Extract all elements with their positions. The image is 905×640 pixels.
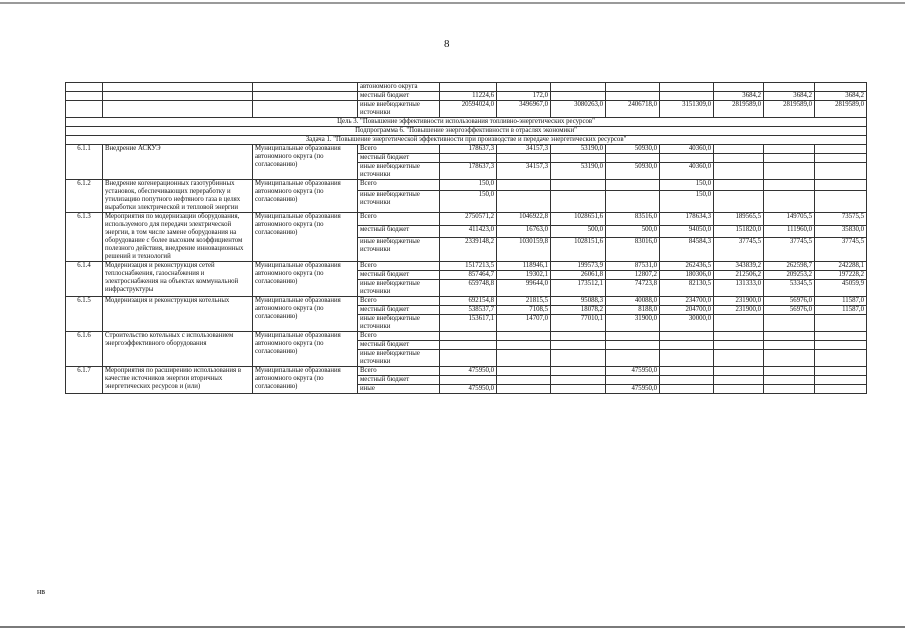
value-cell [606,154,660,163]
value-cell [815,163,867,180]
value-cell [764,180,815,191]
item-number-cell: 6.1.2 [66,180,103,213]
source-cell: иные [358,385,440,394]
value-cell [440,154,497,163]
value-cell: 173512,1 [551,280,606,297]
value-cell: 262436,5 [660,262,714,271]
value-cell: 209253,2 [764,271,815,280]
value-cell: 56976,0 [764,306,815,315]
item-name-cell: Внедрение АСКУЭ [103,145,253,180]
table-row [66,213,867,226]
value-cell: 3151309,0 [660,101,714,118]
table-row [66,145,867,154]
value-cell [764,163,815,180]
value-cell: 3684,2 [764,92,815,101]
value-cell [764,350,815,367]
table-row [66,332,867,341]
section-header-row [66,136,867,145]
value-cell: 3684,2 [714,92,764,101]
value-cell [551,385,606,394]
item-name-cell [103,83,253,92]
item-number-cell [66,101,103,118]
value-cell [497,341,551,350]
value-cell [497,385,551,394]
value-cell: 3684,2 [815,92,867,101]
value-cell: 1046922,8 [497,213,551,226]
value-cell [606,376,660,385]
value-cell [714,332,764,341]
margin-note: нв [37,587,46,596]
value-cell: 1028151,6 [551,238,606,262]
value-cell: 14707,0 [497,315,551,332]
value-cell: 53190,0 [551,163,606,180]
value-cell [440,83,497,92]
source-cell: иные внебюджетные источники [358,101,440,118]
source-cell: местный бюджет [358,154,440,163]
value-cell: 83516,0 [606,213,660,226]
source-cell: иные внебюджетные источники [358,280,440,297]
value-cell: 180306,0 [660,271,714,280]
source-cell: местный бюджет [358,92,440,101]
source-cell: иные внебюджетные источники [358,315,440,332]
value-cell: 234700,0 [660,297,714,306]
value-cell: 18078,2 [551,306,606,315]
value-cell: 178634,3 [660,213,714,226]
value-cell: 53190,0 [551,145,606,154]
executor-cell: Муниципальные образования автономного округа (по согласованию) [253,145,358,180]
value-cell [660,332,714,341]
value-cell: 659748,8 [440,280,497,297]
executor-cell [253,92,358,101]
value-cell [660,385,714,394]
item-name-cell [103,92,253,101]
value-cell [714,341,764,350]
value-cell [606,180,660,191]
value-cell [551,154,606,163]
value-cell [764,154,815,163]
value-cell: 343839,2 [714,262,764,271]
value-cell: 131333,0 [714,280,764,297]
value-cell [497,376,551,385]
source-cell: местный бюджет [358,225,440,238]
source-cell: Всего [358,332,440,341]
value-cell: 231900,0 [714,306,764,315]
value-cell [764,83,815,92]
value-cell: 151820,0 [714,225,764,238]
value-cell: 16763,0 [497,225,551,238]
value-cell [714,83,764,92]
value-cell [764,191,815,213]
value-cell [714,180,764,191]
value-cell [764,376,815,385]
value-cell [660,350,714,367]
value-cell [660,154,714,163]
source-cell: Всего [358,145,440,154]
value-cell: 150,0 [440,191,497,213]
value-cell [497,350,551,367]
value-cell: 231900,0 [714,297,764,306]
value-cell [606,350,660,367]
item-number-cell: 6.1.1 [66,145,103,180]
goal-header: Цель 3. "Повышение эффективности использования топливно-энергетических ресурсов" [66,118,867,127]
value-cell [551,367,606,376]
source-cell: местный бюджет [358,271,440,280]
value-cell [551,376,606,385]
value-cell [551,350,606,367]
value-cell [660,367,714,376]
value-cell [551,191,606,213]
source-cell: иные внебюджетные источники [358,350,440,367]
value-cell: 77010,1 [551,315,606,332]
value-cell: 82130,5 [660,280,714,297]
value-cell: 2750571,2 [440,213,497,226]
value-cell [815,191,867,213]
value-cell: 199573,9 [551,262,606,271]
source-cell: Всего [358,213,440,226]
value-cell: 538537,7 [440,306,497,315]
value-cell: 475950,0 [440,385,497,394]
value-cell [714,154,764,163]
value-cell: 40360,0 [660,163,714,180]
value-cell [606,332,660,341]
value-cell [551,341,606,350]
value-cell: 95088,3 [551,297,606,306]
value-cell: 242288,1 [815,262,867,271]
value-cell [815,376,867,385]
value-cell [714,145,764,154]
value-cell: 150,0 [440,180,497,191]
source-cell: местный бюджет [358,376,440,385]
value-cell: 74723,8 [606,280,660,297]
value-cell [815,385,867,394]
value-cell: 45059,9 [815,280,867,297]
value-cell: 37745,5 [815,238,867,262]
value-cell: 8188,0 [606,306,660,315]
value-cell: 1030159,8 [497,238,551,262]
value-cell [440,332,497,341]
item-name-cell: Мероприятия по модернизации оборудования, используемого для передачи электрической энергии, в том числе замене оборудования на оборудование с более высоким коэффициентом полезного действия, внедрение инновационных решений и технологий [103,213,253,262]
value-cell [606,92,660,101]
value-cell [497,191,551,213]
item-number-cell: 6.1.6 [66,332,103,367]
value-cell: 83016,0 [606,238,660,262]
value-cell: 56976,0 [764,297,815,306]
value-cell: 857464,7 [440,271,497,280]
item-name-cell: Модернизация и реконструкция сетей теплоснабжения, газоснабжения и электроснабжения на объектах коммунальной инфраструктуры [103,262,253,297]
executor-cell: Муниципальные образования автономного округа (по согласованию) [253,367,358,394]
item-name-cell: Мероприятия по расширению использования в качестве источников энергии вторичных энергетических ресурсов и (или) [103,367,253,394]
executor-cell: Муниципальные образования автономного округа (по согласованию) [253,262,358,297]
table-row [66,262,867,271]
value-cell [551,92,606,101]
executor-cell: Муниципальные образования автономного округа (по согласованию) [253,332,358,367]
executor-cell [253,101,358,118]
value-cell [660,341,714,350]
table-body [66,83,867,394]
value-cell: 94050,0 [660,225,714,238]
value-cell: 11587,0 [815,297,867,306]
value-cell [714,191,764,213]
value-cell: 99644,0 [497,280,551,297]
value-cell [815,154,867,163]
value-cell [714,376,764,385]
value-cell: 73575,5 [815,213,867,226]
value-cell: 111960,0 [764,225,815,238]
value-cell: 411423,0 [440,225,497,238]
item-name-cell [103,101,253,118]
value-cell: 2819589,0 [714,101,764,118]
value-cell: 3496967,0 [497,101,551,118]
executor-cell: Муниципальные образования автономного округа (по согласованию) [253,297,358,332]
value-cell [497,83,551,92]
value-cell: 149705,5 [764,213,815,226]
item-name-cell: Внедрение когенерационных газотурбинных установок, обеспечивающих переработку и утилизацию попутного нефтяного газа в целях выработки электрической и тепловой энергии [103,180,253,213]
value-cell [440,341,497,350]
value-cell: 30000,0 [660,315,714,332]
executor-cell [253,83,358,92]
value-cell: 19302,1 [497,271,551,280]
value-cell: 21815,5 [497,297,551,306]
value-cell [815,180,867,191]
table-row [66,101,867,118]
value-cell: 150,0 [660,180,714,191]
value-cell [660,92,714,101]
table-row [66,367,867,376]
value-cell: 87531,0 [606,262,660,271]
task-header: Задача 1. "Повышение энергетической эффективности при производстве и передаче энергетических ресурсов" [66,136,867,145]
value-cell [764,315,815,332]
subprogram-header: Подпрограмма 6. "Повышение энергоэффективности в отраслях экономики" [66,127,867,136]
value-cell [714,385,764,394]
scan-bottom-edge [0,626,905,628]
value-cell: 172,0 [497,92,551,101]
value-cell: 178637,3 [440,145,497,154]
value-cell: 12807,2 [606,271,660,280]
value-cell [764,385,815,394]
value-cell [497,154,551,163]
value-cell: 500,0 [551,225,606,238]
value-cell: 50930,0 [606,145,660,154]
value-cell [815,332,867,341]
item-number-cell: 6.1.7 [66,367,103,394]
value-cell: 37745,5 [714,238,764,262]
value-cell: 189565,5 [714,213,764,226]
value-cell [764,332,815,341]
value-cell: 40088,0 [606,297,660,306]
value-cell: 2406718,0 [606,101,660,118]
item-number-cell: 6.1.3 [66,213,103,262]
value-cell: 1517213,5 [440,262,497,271]
scan-top-edge [0,2,905,4]
source-cell: местный бюджет [358,341,440,350]
value-cell [440,350,497,367]
value-cell [815,315,867,332]
source-cell: иные внебюджетные источники [358,238,440,262]
table-row [66,180,867,191]
value-cell [764,341,815,350]
item-name-cell: Модернизация и реконструкция котельных [103,297,253,332]
value-cell [815,83,867,92]
value-cell: 204700,0 [660,306,714,315]
value-cell [606,191,660,213]
value-cell: 212506,2 [714,271,764,280]
financing-table [65,82,867,394]
value-cell: 1028651,6 [551,213,606,226]
value-cell [764,367,815,376]
item-name-cell: Строительство котельных с использованием энергоэффективного оборудования [103,332,253,367]
value-cell: 35830,0 [815,225,867,238]
value-cell: 150,0 [660,191,714,213]
value-cell: 20594024,0 [440,101,497,118]
value-cell: 692154,8 [440,297,497,306]
value-cell [497,367,551,376]
value-cell: 84584,3 [660,238,714,262]
value-cell [551,83,606,92]
source-cell: Всего [358,297,440,306]
value-cell [714,315,764,332]
value-cell: 118946,1 [497,262,551,271]
value-cell [606,341,660,350]
value-cell: 7108,5 [497,306,551,315]
executor-cell: Муниципальные образования автономного округа (по согласованию) [253,180,358,213]
value-cell [497,332,551,341]
value-cell [660,83,714,92]
source-cell: иные внебюджетные источники [358,191,440,213]
value-cell: 40360,0 [660,145,714,154]
value-cell: 2819589,0 [764,101,815,118]
value-cell [551,180,606,191]
section-header-row [66,127,867,136]
value-cell: 34157,3 [497,163,551,180]
value-cell: 31900,0 [606,315,660,332]
value-cell: 178637,3 [440,163,497,180]
page-number: 8 [444,38,450,50]
value-cell [714,163,764,180]
value-cell [815,350,867,367]
value-cell: 11224,6 [440,92,497,101]
section-header-row [66,118,867,127]
value-cell [714,350,764,367]
value-cell [815,145,867,154]
source-cell: Всего [358,180,440,191]
value-cell [714,367,764,376]
value-cell: 2339148,2 [440,238,497,262]
item-number-cell [66,92,103,101]
value-cell: 262598,7 [764,262,815,271]
item-number-cell: 6.1.5 [66,297,103,332]
item-number-cell [66,83,103,92]
source-cell: иные внебюджетные источники [358,163,440,180]
table-row [66,297,867,306]
value-cell [660,376,714,385]
value-cell: 475950,0 [440,367,497,376]
value-cell: 153617,1 [440,315,497,332]
source-cell: Всего [358,367,440,376]
value-cell: 34157,3 [497,145,551,154]
value-cell: 37745,5 [764,238,815,262]
value-cell [815,341,867,350]
value-cell: 11587,0 [815,306,867,315]
item-number-cell: 6.1.4 [66,262,103,297]
value-cell: 2819589,0 [815,101,867,118]
source-cell: автономного округа [358,83,440,92]
value-cell: 50930,0 [606,163,660,180]
value-cell: 475950,0 [606,385,660,394]
value-cell: 197228,2 [815,271,867,280]
value-cell: 500,0 [606,225,660,238]
value-cell: 53345,5 [764,280,815,297]
executor-cell: Муниципальные образования автономного округа (по согласованию) [253,213,358,262]
table-row [66,83,867,92]
value-cell: 475950,0 [606,367,660,376]
value-cell [497,180,551,191]
value-cell [551,332,606,341]
value-cell [764,145,815,154]
source-cell: Всего [358,262,440,271]
value-cell [440,376,497,385]
value-cell [815,367,867,376]
value-cell [606,83,660,92]
value-cell: 26061,8 [551,271,606,280]
value-cell: 3080263,0 [551,101,606,118]
source-cell: местный бюджет [358,306,440,315]
table-row [66,92,867,101]
